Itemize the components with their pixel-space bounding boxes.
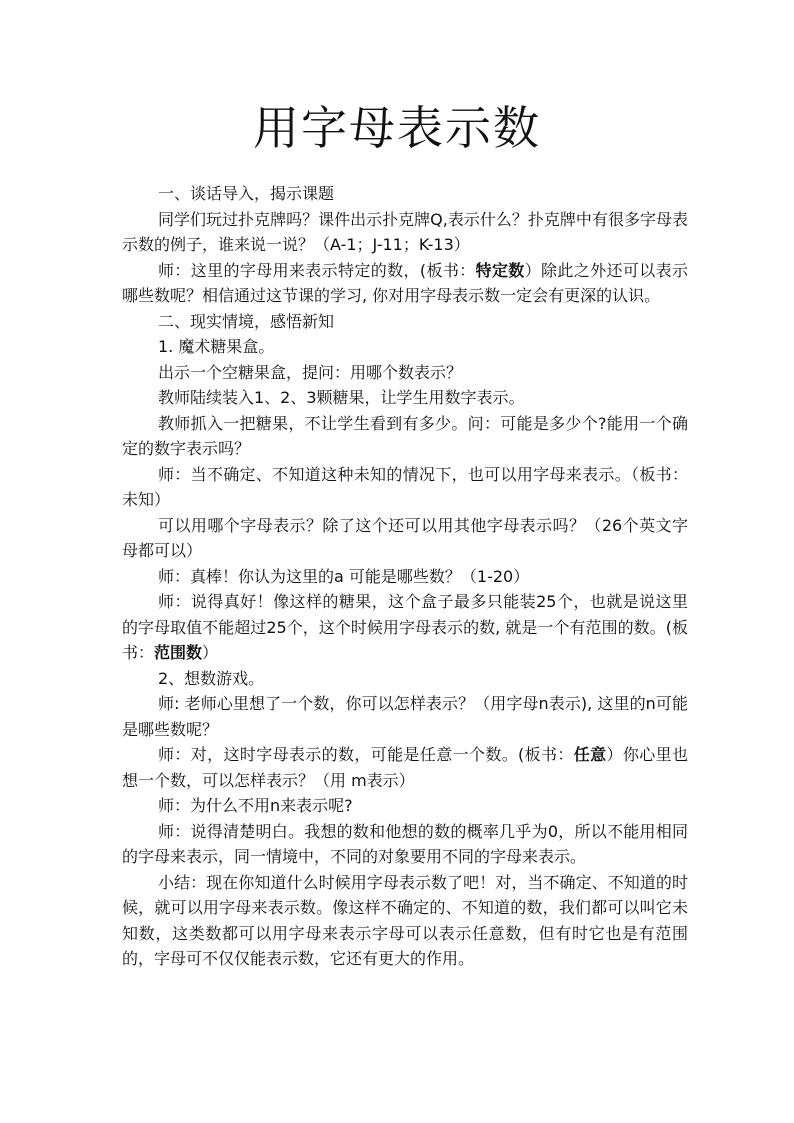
text-run: 1. 魔术糖果盒。 [158, 337, 275, 356]
paragraph [122, 564, 688, 590]
bold-text: 特定数 [475, 260, 525, 280]
text-run: 师: 老师心里想了一个数，你可以怎样表示？（用字母n表示), 这里的n可能是哪些数呢？ [122, 694, 688, 739]
paragraph [122, 334, 688, 360]
text-run: 出示一个空糖果盒，提问：用哪个数表示？ [158, 362, 463, 382]
document-title: 用字母表示数 [253, 101, 541, 155]
document-body [122, 181, 688, 972]
paragraph [122, 666, 688, 692]
paragraph [122, 742, 688, 793]
paragraph [122, 411, 688, 462]
paragraph [122, 258, 688, 309]
text-run: 二、现实情境，感悟新知 [158, 311, 335, 331]
paragraph [122, 870, 688, 972]
text-run: 2、想数游戏。 [158, 668, 265, 688]
paragraph [122, 360, 688, 386]
paragraph [122, 385, 688, 411]
text-run: 同学们玩过扑克牌吗？课件出示扑克牌Q,表示什么？扑克牌中有很多字母表示数的例子，谁来说一说？（A-1；J-11；K-13） [122, 209, 688, 254]
paragraph [122, 793, 688, 819]
bold-text: 范围数 [154, 643, 203, 662]
text-run: 可以用哪个字母表示？除了这个还可以用其他字母表示吗？（26个英文字母都可以） [122, 515, 688, 560]
paragraph [122, 819, 688, 870]
text-run: 师：说得清楚明白。我想的数和他想的数的概率几乎为0，所以不能用相同的字母来表示，同一情境中，不同的对象要用不同的字母来表示。 [122, 821, 688, 866]
text-run: 师：对，这时字母表示的数，可能是任意一个数。(板书： [158, 745, 574, 764]
text-run: ）你心里也想一个数，可以怎样表示？（用 m表示） [122, 745, 688, 790]
text-run: 师：当不确定、不知道这种未知的情况下，也可以用字母来表示。（板书：未知） [122, 464, 688, 509]
text-run: ） [202, 643, 219, 662]
text-run: 一、谈话导入，揭示课题 [158, 184, 335, 203]
paragraph [122, 691, 688, 742]
text-run: 师：真棒！你认为这里的a 可能是哪些数？（1-20） [158, 566, 530, 586]
text-run: 师：说得真好！像这样的糖果，这个盒子最多只能装25个，也就是说这里的字母取值不能超过25个，这个时候用字母表示的数, 就是一个有范围的数。(板书： [122, 592, 688, 662]
paragraph [122, 462, 688, 513]
text-run: 教师陆续装入1、2、3颗糖果，让学生用数字表示。 [158, 388, 525, 407]
text-run: 教师抓入一把糖果，不让学生看到有多少。问：可能是多少个?能用一个确定的数字表示吗？ [122, 413, 688, 458]
paragraph [122, 181, 688, 207]
paragraph [122, 309, 688, 335]
text-run: 师：为什么不用n来表示呢? [158, 796, 353, 815]
bold-text: 任意 [573, 745, 607, 764]
paragraph [122, 207, 688, 258]
paragraph [122, 589, 688, 666]
text-run: 师：这里的字母用来表示特定的数，(板书： [158, 260, 476, 280]
text-run: ）除此之外还可以表示哪些数呢？相信通过这节课的学习, 你对用字母表示数一定会有更深的认识。 [122, 260, 688, 305]
text-run: 小结：现在你知道什么时候用字母表示数了吧！对，当不确定、不知道的时候，就可以用字母来表示数。像这样不确定的、不知道的数，我们都可以叫它未知数，这类数都可以用字母来表示字母可以表示任意数，但有时它也是有范围的，字母可不仅仅能表示数，它还有更大的作用。 [122, 872, 688, 968]
paragraph [122, 513, 688, 564]
